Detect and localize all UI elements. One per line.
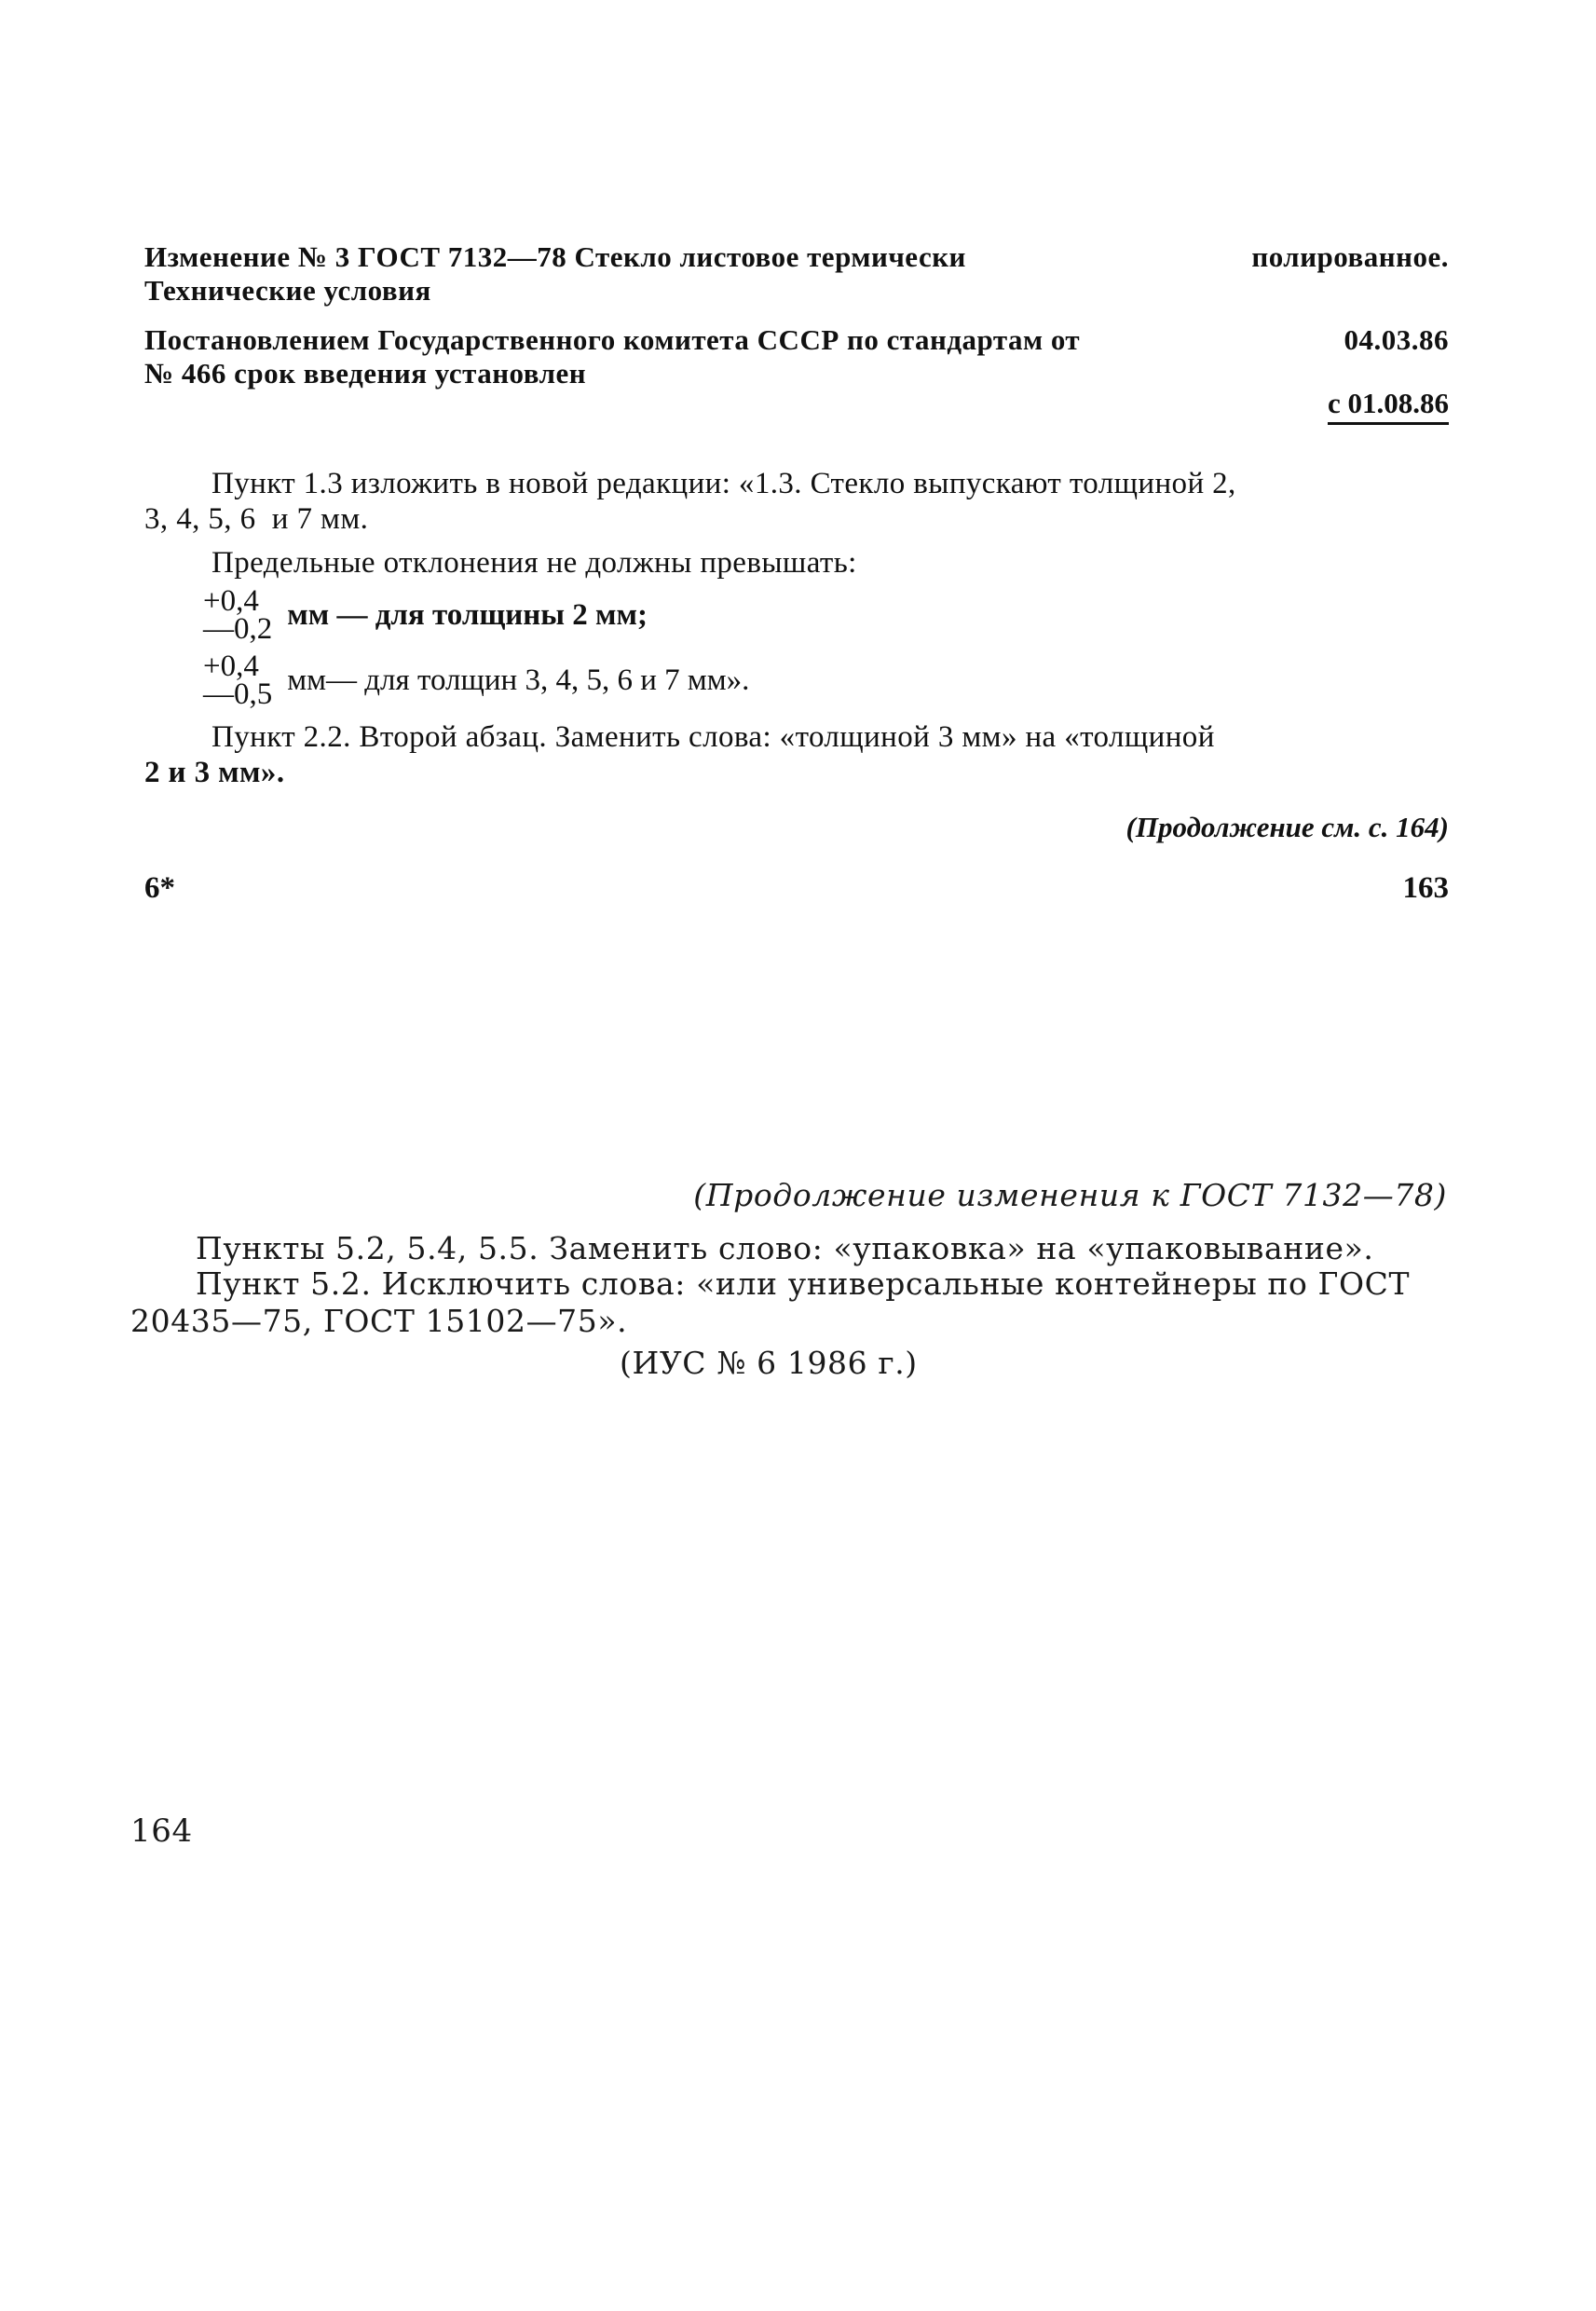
tolerance-text-3-7mm: мм— для толщин 3, 4, 5, 6 и 7 мм». (287, 663, 750, 697)
tolerance-lower: —0,5 (203, 677, 273, 711)
signature-mark: 6* (144, 871, 175, 905)
decree-line1: Постановлением Государственного комитета СССР по стандартам от (144, 323, 1081, 356)
tolerance-lower: —0,2 (203, 612, 273, 646)
paragraph-2-2-line2: 2 и 3 мм». (144, 756, 285, 789)
paragraph-2-2 (144, 719, 1449, 790)
paragraph-5-2 (130, 1265, 1439, 1340)
tolerance-text-2mm: мм — для толщины 2 мм; (287, 597, 648, 632)
paragraph-5-2-line2: 20435—75, ГОСТ 15102—75». (130, 1303, 628, 1339)
decree-date: 04.03.86 (1344, 323, 1449, 356)
tolerance-fraction-3-7mm (203, 650, 273, 711)
decree-line2: № 466 срок введения установлен (144, 357, 587, 390)
tolerance-row-2mm (203, 584, 648, 646)
continued-reference: (Продолжение см. с. 164) (1125, 811, 1449, 843)
source-reference: (ИУС № 6 1986 г.) (620, 1345, 918, 1381)
paragraph-1-3 (144, 466, 1449, 537)
paragraph-1-3-line2: 3, 4, 5, 6 и 7 мм. (144, 502, 369, 536)
tolerance-upper: +0,4 (203, 584, 259, 618)
amendment-title (144, 240, 1449, 308)
tolerance-fraction-2mm (203, 584, 273, 646)
paragraph-2-2-line1: Пункт 2.2. Второй абзац. Заменить слова: «толщиной 3 мм» на «толщиной (211, 720, 1215, 754)
paragraph-5-2-line1: Пункт 5.2. Исключить слова: «или универсальные контейнеры по ГОСТ (196, 1265, 1411, 1302)
paragraph-deviations: Предельные отклонения не должны превышать: (211, 546, 857, 580)
paragraph-5-2-5-4-5-5: Пункты 5.2, 5.4, 5.5. Заменить слово: «упаковка» на «упаковывание». (196, 1230, 1374, 1266)
amendment-title-line1: Изменение № 3 ГОСТ 7132—78 Стекло листовое термически (144, 240, 966, 273)
continuation-header: (Продолжение изменения к ГОСТ 7132—78) (693, 1177, 1447, 1213)
tolerance-upper: +0,4 (203, 650, 259, 683)
decree-block (144, 323, 1449, 390)
page-number-163: 163 (1402, 871, 1449, 905)
amendment-title-line2: Технические условия (144, 274, 431, 307)
paragraph-1-3-line1: Пункт 1.3 изложить в новой редакции: «1.3. Стекло выпускают толщиной 2, (211, 467, 1236, 500)
amendment-title-line1-end: полированное. (1251, 240, 1449, 273)
tolerance-row-3-7mm (203, 650, 750, 711)
effective-date: с 01.08.86 (1328, 387, 1449, 425)
page-number-164: 164 (130, 1812, 193, 1850)
